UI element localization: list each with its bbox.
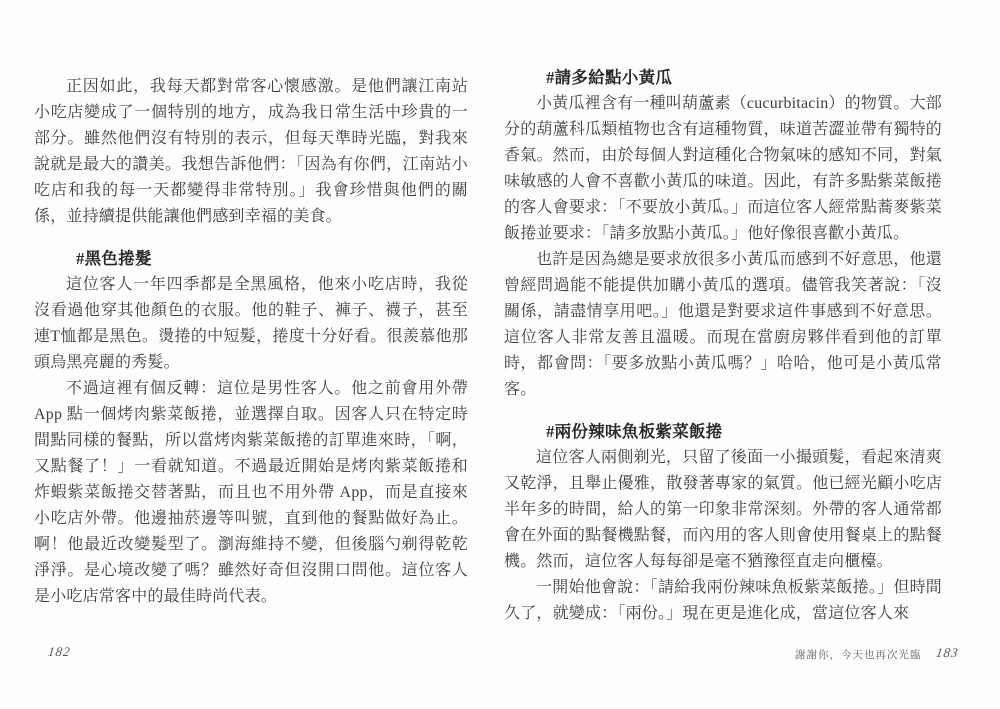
paragraph-regulars-gratitude: 正因如此，我每天都對常客心懷感激。是他們讓江南站小吃店變成了一個特別的地方，成為我日常生活中珍貴的一部分。雖然他們沒有特別的表示，但每天準時光臨，對我來說就是最大的讚美。我想告訴他們：「因為有你們，江南站小吃店和我的每一天都變得非常特別。」我會珍惜與他們的關係，並持續提供能讓他們感到幸福的美食。 xyxy=(34,78,468,225)
paragraph-male-customer-twist: 不過這裡有個反轉：這位是男性客人。他之前會用外帶 App 點一個烤肉紫菜飯捲，並選擇自取。因客人只在特定時間點同樣的餐點，所以當烤肉紫菜飯捲的訂單進來時，「啊，又點餐了！」一看就知道。不過最近開始是烤肉紫菜飯捲和炸蝦紫菜飯捲交替著點，而且也不用外帶 App，而是直接來小吃店外帶。他邊抽菸邊等叫號，直到他的餐點做好為止。啊！他最近改變髮型了。瀏海維持不變，但後腦勺剃得乾乾淨淨。是心境改變了嗎？雖然好奇但沒開口問他。這位客人是小吃店常客中的最佳時尚代表。 xyxy=(34,380,468,605)
page-number-left: 182 xyxy=(47,644,72,659)
paragraph-counter-customer: 這位客人兩側剃光，只留了後面一小撮頭髮，看起來清爽又乾淨，且舉止優雅，散發著專家的氣質。他已經光顧小吃店半年多的時間，給人的第一印象非常深刻。外帶的客人通常都會在外面的點餐機點餐，而內用的客人則會使用餐桌上的點餐機。然而，這位客人每每卻是毫不猶豫徑直走向櫃檯。 xyxy=(504,449,942,570)
paragraph-cucurbitacin: 小黃瓜裡含有一種叫葫蘆素（cucurbitacin）的物質。大部分的葫蘆科瓜類植物也含有這種物質，味道苦澀並帶有獨特的香氣。然而，由於每個人對這種化合物氣味的感知不同，對氣味敏感的人會不喜歡小黃瓜的味道。因此，有許多點紫菜飯捲的客人會要求：「不要放小黃瓜。」而這位客人經常點蕎麥紫菜飯捲並要求：「請多放點小黃瓜。」他好像很喜歡小黃瓜。 xyxy=(504,95,942,242)
running-title: 謝謝你，今天也再次光臨 xyxy=(795,650,922,661)
heading-black-curly-hair: #黑色捲髮 xyxy=(76,249,152,268)
paragraph-all-black-style: 這位客人一年四季都是全黑風格，他來小吃店時，我從沒看過他穿其他顏色的衣服。他的鞋子、褲子、襪子，甚至連T恤都是黑色。燙捲的中短髮，捲度十分好看。很羨慕他那頭烏黑亮麗的秀髮。 xyxy=(34,276,468,371)
heading-two-spicy-fishcake-gimbap: #兩份辣味魚板紫菜飯捲 xyxy=(546,422,723,441)
page-right-body xyxy=(504,65,942,627)
page-left xyxy=(34,0,468,709)
heading-more-cucumber: #請多給點小黃瓜 xyxy=(546,68,673,87)
page-number-right: 183 xyxy=(934,645,960,660)
page-left-body xyxy=(34,74,468,610)
page-footer-right xyxy=(795,646,958,662)
page-right xyxy=(504,0,960,709)
paragraph-two-portions: 一開始他會說：「請給我兩份辣味魚板紫菜飯捲。」但時間久了，就變成：「兩份。」現在更是進化成，當這位客人來 xyxy=(504,579,942,622)
paragraph-cucumber-regular: 也許是因為總是要求放很多小黃瓜而感到不好意思，他還曾經問過能不能提供加購小黃瓜的選項。儘管我笑著說：「沒關係，請盡情享用吧。」他還是對要求這件事感到不好意思。這位客人非常友善且溫暖。而現在當廚房夥伴看到他的訂單時，都會問：「要多放點小黃瓜嗎？」哈哈，他可是小黃瓜常客。 xyxy=(504,251,942,398)
